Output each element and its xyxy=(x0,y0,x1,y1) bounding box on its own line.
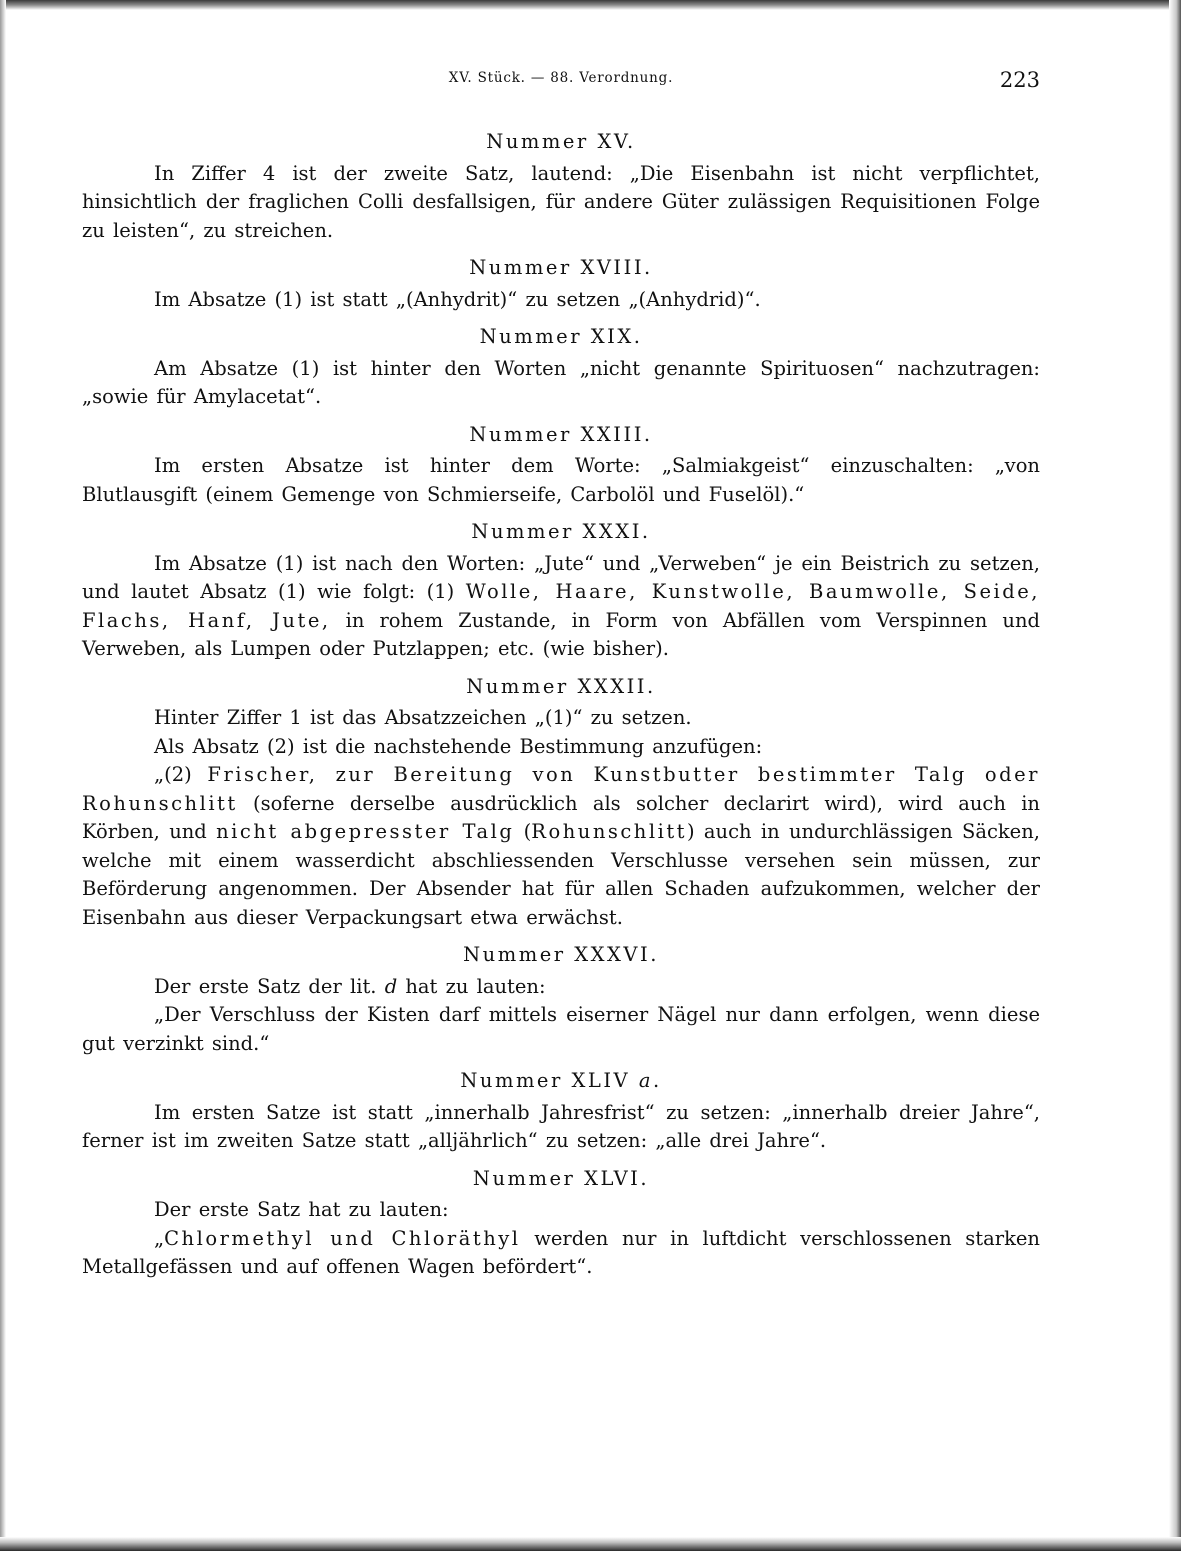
italic-text: a xyxy=(638,1069,653,1092)
section-heading: Nummer XV. xyxy=(486,130,636,153)
section-xxiii xyxy=(82,421,1040,510)
italic-text: d xyxy=(384,974,398,998)
text-run: ) auch in undurchlässigen Säcken, welche mit einem wasserdicht abschliessenden Verschlusse versehen sein müssen, zur Beförderung angenommen. Der Absender hat für allen Schaden aufzukommen, welcher der Eisenbahn aus dieser Verpackungsart etwa erwächst. xyxy=(82,820,1040,929)
section-heading xyxy=(82,1067,1040,1096)
running-head xyxy=(82,68,1040,98)
spaced-text: Rohunschlitt xyxy=(531,820,688,843)
spaced-text: Wolle, Haare, Kunstwolle, Baumwolle, Seide, Flachs, Hanf, Jute, xyxy=(82,580,1041,632)
spaced-text: Frischer, zur Bereitung von Kunstbutter bestimmter Talg oder Rohunschlitt xyxy=(82,763,1040,815)
paragraph: Der erste Satz hat zu lauten: xyxy=(154,1198,449,1221)
section-heading: Nummer XIX. xyxy=(479,325,643,348)
text-run: hat zu lauten: xyxy=(397,974,546,998)
page-number: 223 xyxy=(999,68,1040,92)
text-run: Im Absatze (1) ist nach den Worten: „Jute“ und „Verweben“ je ein Beistrich zu setzen, und lautet Absatz (1) wie folgt: (1) xyxy=(82,551,1040,603)
scan-edge-right xyxy=(1169,0,1181,1551)
text-run: werden nur in luftdicht verschlossenen starken Metallgefässen und auf offenen Wagen befördert“. xyxy=(82,1226,1040,1278)
spaced-text: Chlormethyl und Chloräthyl xyxy=(164,1226,521,1250)
text-run: in rohem Zustande, in Form von Abfällen vom Verspinnen und Verweben, als Lumpen oder Putzlappen; etc. (wie bisher). xyxy=(82,608,1040,660)
text-run: Nummer XLIV xyxy=(460,1069,639,1092)
paragraph: Im ersten Satze ist statt „innerhalb Jahresfrist“ zu setzen: „innerhalb dreier Jahre“, ferner ist im zweiten Satze statt „alljährlich“ zu setzen: „alle drei Jahre“. xyxy=(82,1100,1040,1152)
scan-edge-left xyxy=(0,0,6,1551)
paragraph: Hinter Ziffer 1 ist das Absatzzeichen „(1)“ zu setzen. xyxy=(154,706,692,729)
paragraph: Als Absatz (2) ist die nachstehende Bestimmung anzufügen: xyxy=(154,734,763,758)
paragraph xyxy=(82,761,1040,932)
section-heading: Nummer XXIII. xyxy=(469,422,653,446)
paragraph: Im ersten Absatze ist hinter dem Worte: „Salmiakgeist“ einzuschalten: „von Blutlausgift (einem Gemenge von Schmierseife, Carbolöl und Fuselöl).“ xyxy=(82,454,1040,506)
section-xxxvi xyxy=(82,941,1040,1058)
paragraph xyxy=(82,1225,1040,1282)
section-xviii xyxy=(82,254,1040,314)
paragraph: „Der Verschluss der Kisten darf mittels eiserner Nägel nur dann erfolgen, wenn diese gut verzinkt sind.“ xyxy=(82,1003,1040,1055)
section-xxxii xyxy=(82,673,1040,933)
scan-edge-bottom xyxy=(0,1537,1181,1551)
text-run: ( xyxy=(514,820,532,843)
text-run: (soferne derselbe ausdrücklich als solcher declarirt wird), wird auch in Körben, und xyxy=(82,791,1040,843)
paragraph xyxy=(82,550,1040,664)
running-title: XV. Stück. — 88. Verordnung. xyxy=(448,70,674,86)
text-run: Der erste Satz der lit. xyxy=(154,974,385,998)
section-xlvi xyxy=(82,1165,1040,1282)
section-heading: Nummer XVIII. xyxy=(469,256,653,279)
section-heading: Nummer XXXI. xyxy=(471,520,651,543)
text-run: „(2) xyxy=(154,763,208,786)
paragraph: Im Absatze (1) ist statt „(Anhydrit)“ zu setzen „(Anhydrid)“. xyxy=(154,287,761,311)
section-heading: Nummer XXXVI. xyxy=(463,943,659,966)
paragraph xyxy=(82,973,1040,1002)
text-run: „ xyxy=(154,1226,165,1250)
section-xxxi xyxy=(82,518,1040,664)
section-heading: Nummer XXXII. xyxy=(466,674,656,698)
scan-edge-top xyxy=(0,0,1181,10)
section-xliv-a xyxy=(82,1067,1040,1156)
section-xix xyxy=(82,323,1040,412)
section-xv xyxy=(82,128,1040,245)
section-heading: Nummer XLVI. xyxy=(472,1166,650,1190)
page-body xyxy=(82,128,1040,1291)
paragraph: In Ziffer 4 ist der zweite Satz, lautend: „Die Eisenbahn ist nicht verpflichtet, hinsichtlich der fraglichen Colli desfallsigen, für andere Güter zulässigen Requisitionen Folge zu leisten“, zu streichen. xyxy=(82,161,1040,242)
spaced-text: nicht abgepresster Talg xyxy=(216,820,515,843)
paragraph: Am Absatze (1) ist hinter den Worten „nicht genannte Spirituosen“ nachzutragen: „sowie für Amylacetat“. xyxy=(82,356,1040,408)
text-run: . xyxy=(652,1069,662,1092)
